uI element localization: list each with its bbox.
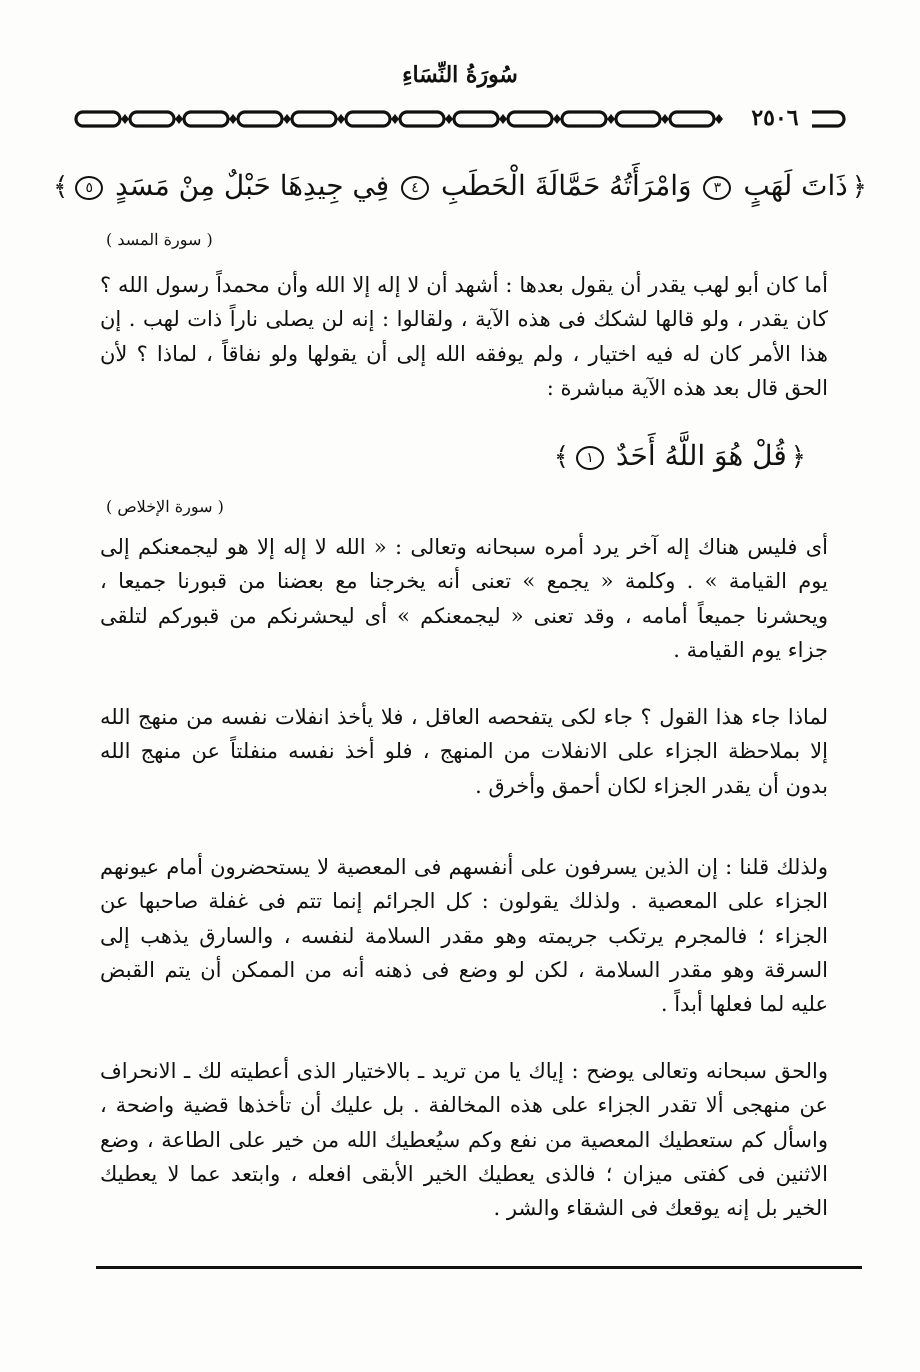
ornamental-header-band bbox=[72, 104, 850, 134]
page-number: ٢٥٠٦ bbox=[738, 103, 812, 133]
surah-header-title: سُورَةُ النِّسَاءِ bbox=[402, 62, 518, 88]
surah-reference-label: ( سورة المسد ) bbox=[106, 230, 213, 249]
verse-text: قُلْ هُوَ اللَّهُ أَحَدٌ bbox=[615, 439, 787, 472]
ayah-number-marker: ٣ bbox=[703, 176, 731, 200]
quran-verse-ikhlas bbox=[550, 436, 810, 477]
verse-text-part-3: فِي جِيدِهَا حَبْلٌ مِنْ مَسَدٍ bbox=[115, 169, 390, 202]
commentary-paragraph-5: والحق سبحانه وتعالى يوضح : إياك يا من تريد ـ بالاختيار الذى أعطيته لك ـ الانحراف عن منهجى ألا تقدر الجزاء على هذه المخالفة . بل عليك أن تأخذها قضية واضحة ، واسأل كم ستعطيك المعصية من نفع وكم سيُعطيك الله من خير على الطاعة ، وضع الاثنين فى كفتى ميزان ؛ فالذى يعطيك الخير الأبقى افعله ، وابتعد عما لا يعطيك الخير بل إنه يوقعك فى الشقاء والشر . bbox=[100, 1059, 828, 1221]
ayah-number-marker: ٥ bbox=[75, 176, 103, 200]
commentary-paragraph-2: أى فليس هناك إله آخر يرد أمره سبحانه وتعالى : « الله لا إله إلا هو ليجمعنكم إلى يوم القيامة » . وكلمة « يجمع » تعنى أنه يخرجنا مع بعضنا من قبورنا جميعا ، ويحشرنا جميعاً أمامه ، وقد تعنى « ليجمعنكم » أى ليحشرنكم من قبوركم لتلقى جزاء يوم القيامة . bbox=[100, 535, 828, 662]
verse-open-bracket: ﴿ bbox=[790, 442, 806, 472]
ayah-number-marker: ١ bbox=[576, 446, 604, 470]
verse-text-part-1: ذَاتَ لَهَبٍ bbox=[743, 169, 848, 202]
commentary-paragraph-1: أما كان أبو لهب يقدر أن يقول بعدها : أشهد أن لا إله إلا الله وأن محمداً رسول الله ؟ كان يقدر ، ولو قالها لشكك فى هذه الآية ، ولقالوا : إنه لن يصلى ناراً ذات لهب . إن هذا الأمر كان له فيه اختيار ، ولم يوفقه الله إلى أن يقولها ولو نفاقاً ، لماذا ؟ لأن الحق قال بعد هذه الآية مباشرة : bbox=[100, 273, 828, 400]
verse-text-part-2: وَامْرَأَتُهُ حَمَّالَةَ الْحَطَبِ bbox=[440, 169, 692, 202]
quran-verse-masad bbox=[0, 166, 920, 207]
ayah-number-marker: ٤ bbox=[401, 176, 429, 200]
footer-rule bbox=[96, 1266, 862, 1269]
verse-open-bracket: ﴿ bbox=[851, 172, 868, 202]
commentary-paragraph-3: لماذا جاء هذا القول ؟ جاء لكى يتفحصه العاقل ، فلا يأخذ انفلات نفسه من منهج الله إلا بملاحظة الجزاء على الانفلات من المنهج ، فلو أخذ نفسه منفلتاً عن منهج الله بدون أن يقدر الجزاء لكان أحمق وأخرق . bbox=[100, 705, 828, 798]
commentary-paragraph-4: ولذلك قلنا : إن الذين يسرفون على أنفسهم فى المعصية لا يستحضرون أمام عيونهم الجزاء على المعصية . ولذلك يقولون : كل الجرائم إنما تتم فى غفلة صاحبها عن الجزاء ؛ فالمجرم يرتكب جريمته وهو مقدر السلامة لنفسه ، والسارق يذهب إلى السرقة وهو مقدر السلامة ، لكن لو وضع فى ذهنه أنه من الممكن أن يتم القبض عليه لما فعلها أبداً . bbox=[100, 855, 828, 1017]
surah-reference-label: ( سورة الإخلاص ) bbox=[106, 497, 224, 516]
verse-close-bracket: ﴾ bbox=[52, 172, 69, 202]
verse-close-bracket: ﴾ bbox=[553, 442, 569, 472]
